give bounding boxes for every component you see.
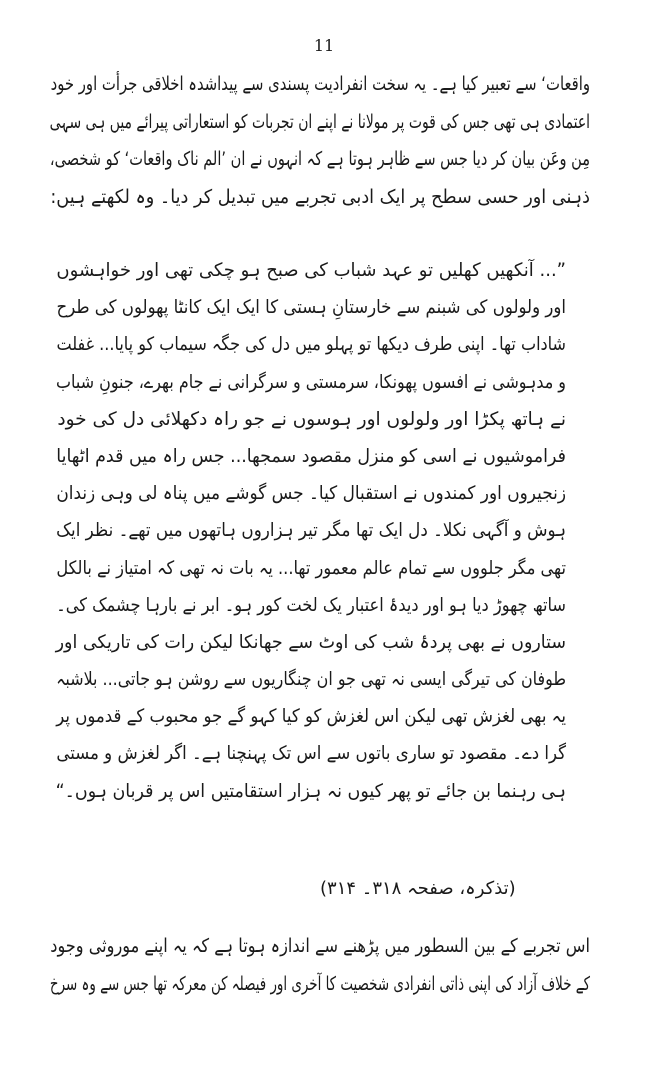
quote-line: ہوش و آگہی نکلا۔ دل ایک تھا مگر تیر ہزاروں ہاتھوں میں تھے۔ نظر ایک: [56, 520, 566, 542]
quote-line: شاداب تھا۔ اپنی طرف دیکھا تو پہلو میں دل کی جگہ سیماب کو پایا... غفلت: [56, 334, 567, 356]
quote-line: فراموشیوں نے اسی کو منزل مقصود سمجھا... جس راہ میں قدم اٹھایا: [56, 445, 566, 467]
quote-line: نے ہاتھ پکڑا اور ولولوں اور ہوسوں نے جو راہ دکھلائی دل کی خود: [57, 408, 566, 430]
quote-line: تھی مگر جلووں سے تمام عالم معمور تھا... یہ بات نہ تھی کہ امتیاز نے بالکل: [56, 557, 566, 579]
quote-line: ہی رہنما بن جائے تو پھر کیوں نہ ہزار استقامتیں اس پر قربان ہوں۔“: [55, 780, 566, 802]
conclusion-line: کے خلاف آزاد کی اپنی ذاتی انفرادی شخصیت کا آخری اور فیصلہ کن معرکہ تھا جس سے وہ سرخ: [49, 972, 591, 995]
quote-citation: (تذکرہ، صفحہ ۳۱۸۔ ۳۱۴): [320, 878, 516, 899]
conclusion-paragraph: [50, 928, 590, 1003]
quote-line: طوفان کی تیرگی ایسی نہ تھی جو ان چنگاریوں سے روشن ہو جاتی... بلاشبہ: [56, 669, 567, 691]
quote-line: گرا دے۔ مقصود تو ساری باتوں سے اس تک پہنچنا ہے۔ اگر لغزش و مستی: [56, 743, 567, 765]
intro-line: مِن وعَن بیان کر دیا جس سے ظاہر ہوتا ہے کہ انہوں نے ان ’الم ناک واقعات‘ کو شخصی،: [49, 148, 591, 170]
quote-line: ساتھ چھوڑ دیا ہو اور دیدۂ اعتبار یک لخت کور ہو۔ ابر نے بارہا چشمک کی۔: [56, 594, 567, 616]
conclusion-line: اس تجربے کے بین السطور میں پڑھنے سے اندازہ ہوتا ہے کہ یہ اپنے موروثی وجود: [50, 935, 590, 957]
intro-line: ذہنی اور حسی سطح پر ایک ادبی تجربے میں تبدیل کر دیا۔ وہ لکھتے ہیں:: [50, 185, 590, 208]
intro-line: اعتمادی ہی تھی جس کی قوت پر مولانا نے اپنے ان تجربات کو استعاراتی پیرائے میں ہی سہی: [49, 110, 590, 133]
block-quote: [56, 252, 566, 810]
quote-line: ستاروں نے بھی پردۂ شب کی اوٹ سے جھانکا لیکن رات کی تاریکی اور: [55, 631, 566, 653]
quote-line: و مدہوشی نے افسوں پھونکا، سرمستی و سرگرانی نے جام بھرے، جنونِ شباب: [56, 371, 567, 393]
quote-line: ”... آنکھیں کھلیں تو عہد شباب کی صبح ہو چکی تھی اور خواہشوں: [56, 260, 566, 281]
quote-line: یہ بھی لغزش تھی لیکن اس لغزش کو کیا کہو گے جو محبوب کے قدموں پر: [56, 706, 566, 728]
intro-paragraph: [50, 66, 590, 216]
quote-line: اور ولولوں کی شبنم سے خارستانِ ہستی کا ایک ایک کانٹا پھولوں کی طرح: [56, 297, 566, 319]
quote-line: زنجیروں اور کمندوں نے استقبال کیا۔ جس گوشے میں پناہ لی وہی زندان: [56, 483, 567, 505]
page-number: 11: [313, 36, 335, 55]
intro-line: واقعات‘ سے تعبیر کیا ہے۔ یہ سخت انفرادیت پسندی سے پیداشدہ اخلاقی جرأت اور خود: [50, 73, 591, 95]
